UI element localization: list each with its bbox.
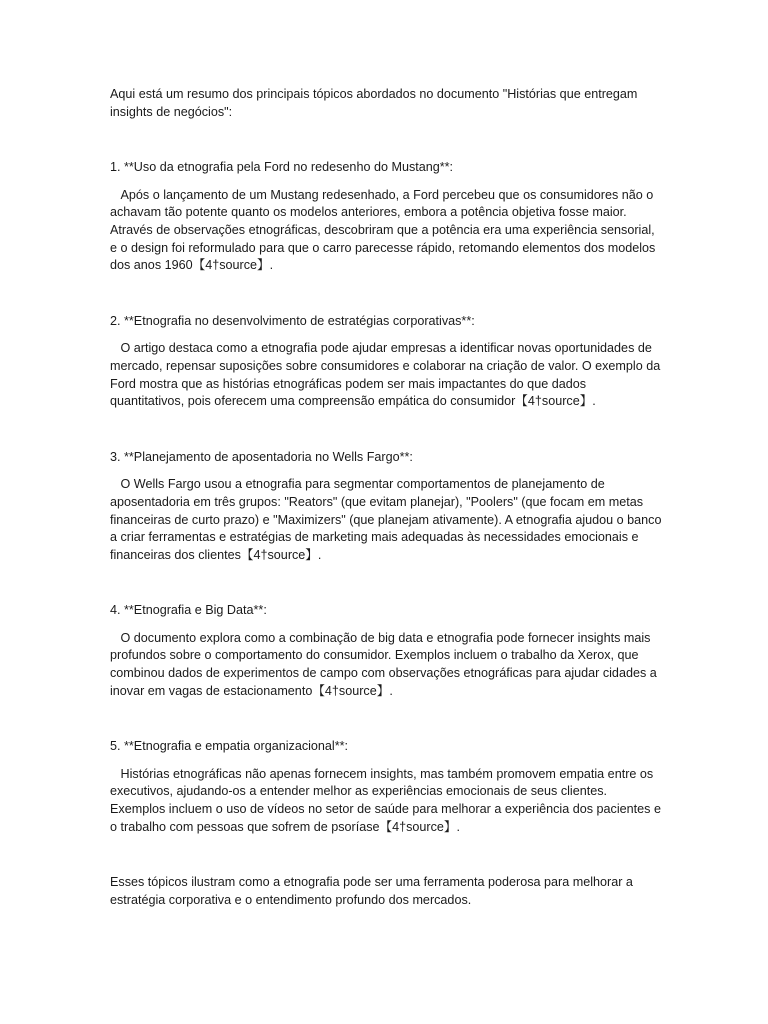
section-body: O documento explora como a combinação de big data e etnografia pode fornecer insights mais profundos sobre o comportamento do consumidor. Exemplos incluem o trabalho da Xerox, que combinou dados de experimentos de campo com observações etnográficas para ajudar cidades a inovar em vagas de estacionamento【4†source】. — [110, 630, 661, 698]
section-body: O Wells Fargo usou a etnografia para segmentar comportamentos de planejamento de aposentadoria em três grupos: "Reators" (que evitam planejar), "Poolers" (que focam em metas financeiras de curto prazo) e "Maximizers" (que planejam ativamente). A etnografia ajudou o banco a criar ferramentas e estratégias de marketing mais adequadas às necessidades emocionais e financeiras dos clientes【4†source】. — [110, 477, 665, 562]
section-1 — [110, 159, 662, 275]
outro-paragraph: Esses tópicos ilustram como a etnografia pode ser uma ferramenta poderosa para melhorar a estratégia corporativa e o entendimento profundo dos mercados. — [110, 875, 633, 907]
section-2 — [110, 313, 662, 411]
section-4 — [110, 602, 662, 700]
section-body: Histórias etnográficas não apenas fornecem insights, mas também promovem empatia entre os executivos, ajudando-os a entender melhor as experiências emocionais de seus clientes. Exemplos incluem o uso de vídeos no setor de saúde para melhorar a experiência dos pacientes e o trabalho com pessoas que sofrem de psoríase【4†source】. — [110, 766, 665, 834]
section-body: O artigo destaca como a etnografia pode ajudar empresas a identificar novas oportunidades de mercado, repensar suposições sobre consumidores e colaborar na criação de valor. O exemplo da Ford mostra que as histórias etnográficas podem ser mais impactantes do que dados quantitativos, pois oferecem uma compreensão empática do consumidor【4†source】. — [110, 341, 664, 409]
section-title: 5. **Etnografia e empatia organizacional**: — [110, 739, 349, 754]
section-title: 4. **Etnografia e Big Data**: — [110, 603, 267, 618]
intro-paragraph: Aqui está um resumo dos principais tópicos abordados no documento "Histórias que entregam insights de negócios": — [110, 87, 638, 119]
section-title: 2. **Etnografia no desenvolvimento de estratégias corporativas**: — [110, 313, 475, 328]
section-3 — [110, 449, 665, 565]
section-5 — [110, 738, 665, 836]
section-body: Após o lançamento de um Mustang redesenhado, a Ford percebeu que os consumidores não o achavam tão potente quanto os modelos anteriores, embora a potência objetiva fosse maior. Através de observações etnográficas, descobriram que a potência era uma experiência sensorial, e o design foi reformulado para que o carro parecesse rápido, retomando elementos dos modelos dos anos 1960【4†source】. — [110, 187, 659, 273]
section-title: 1. **Uso da etnografia pela Ford no redesenho do Mustang**: — [110, 160, 454, 175]
section-title: 3. **Planejamento de aposentadoria no Wells Fargo**: — [110, 449, 413, 464]
document-page — [110, 86, 665, 909]
